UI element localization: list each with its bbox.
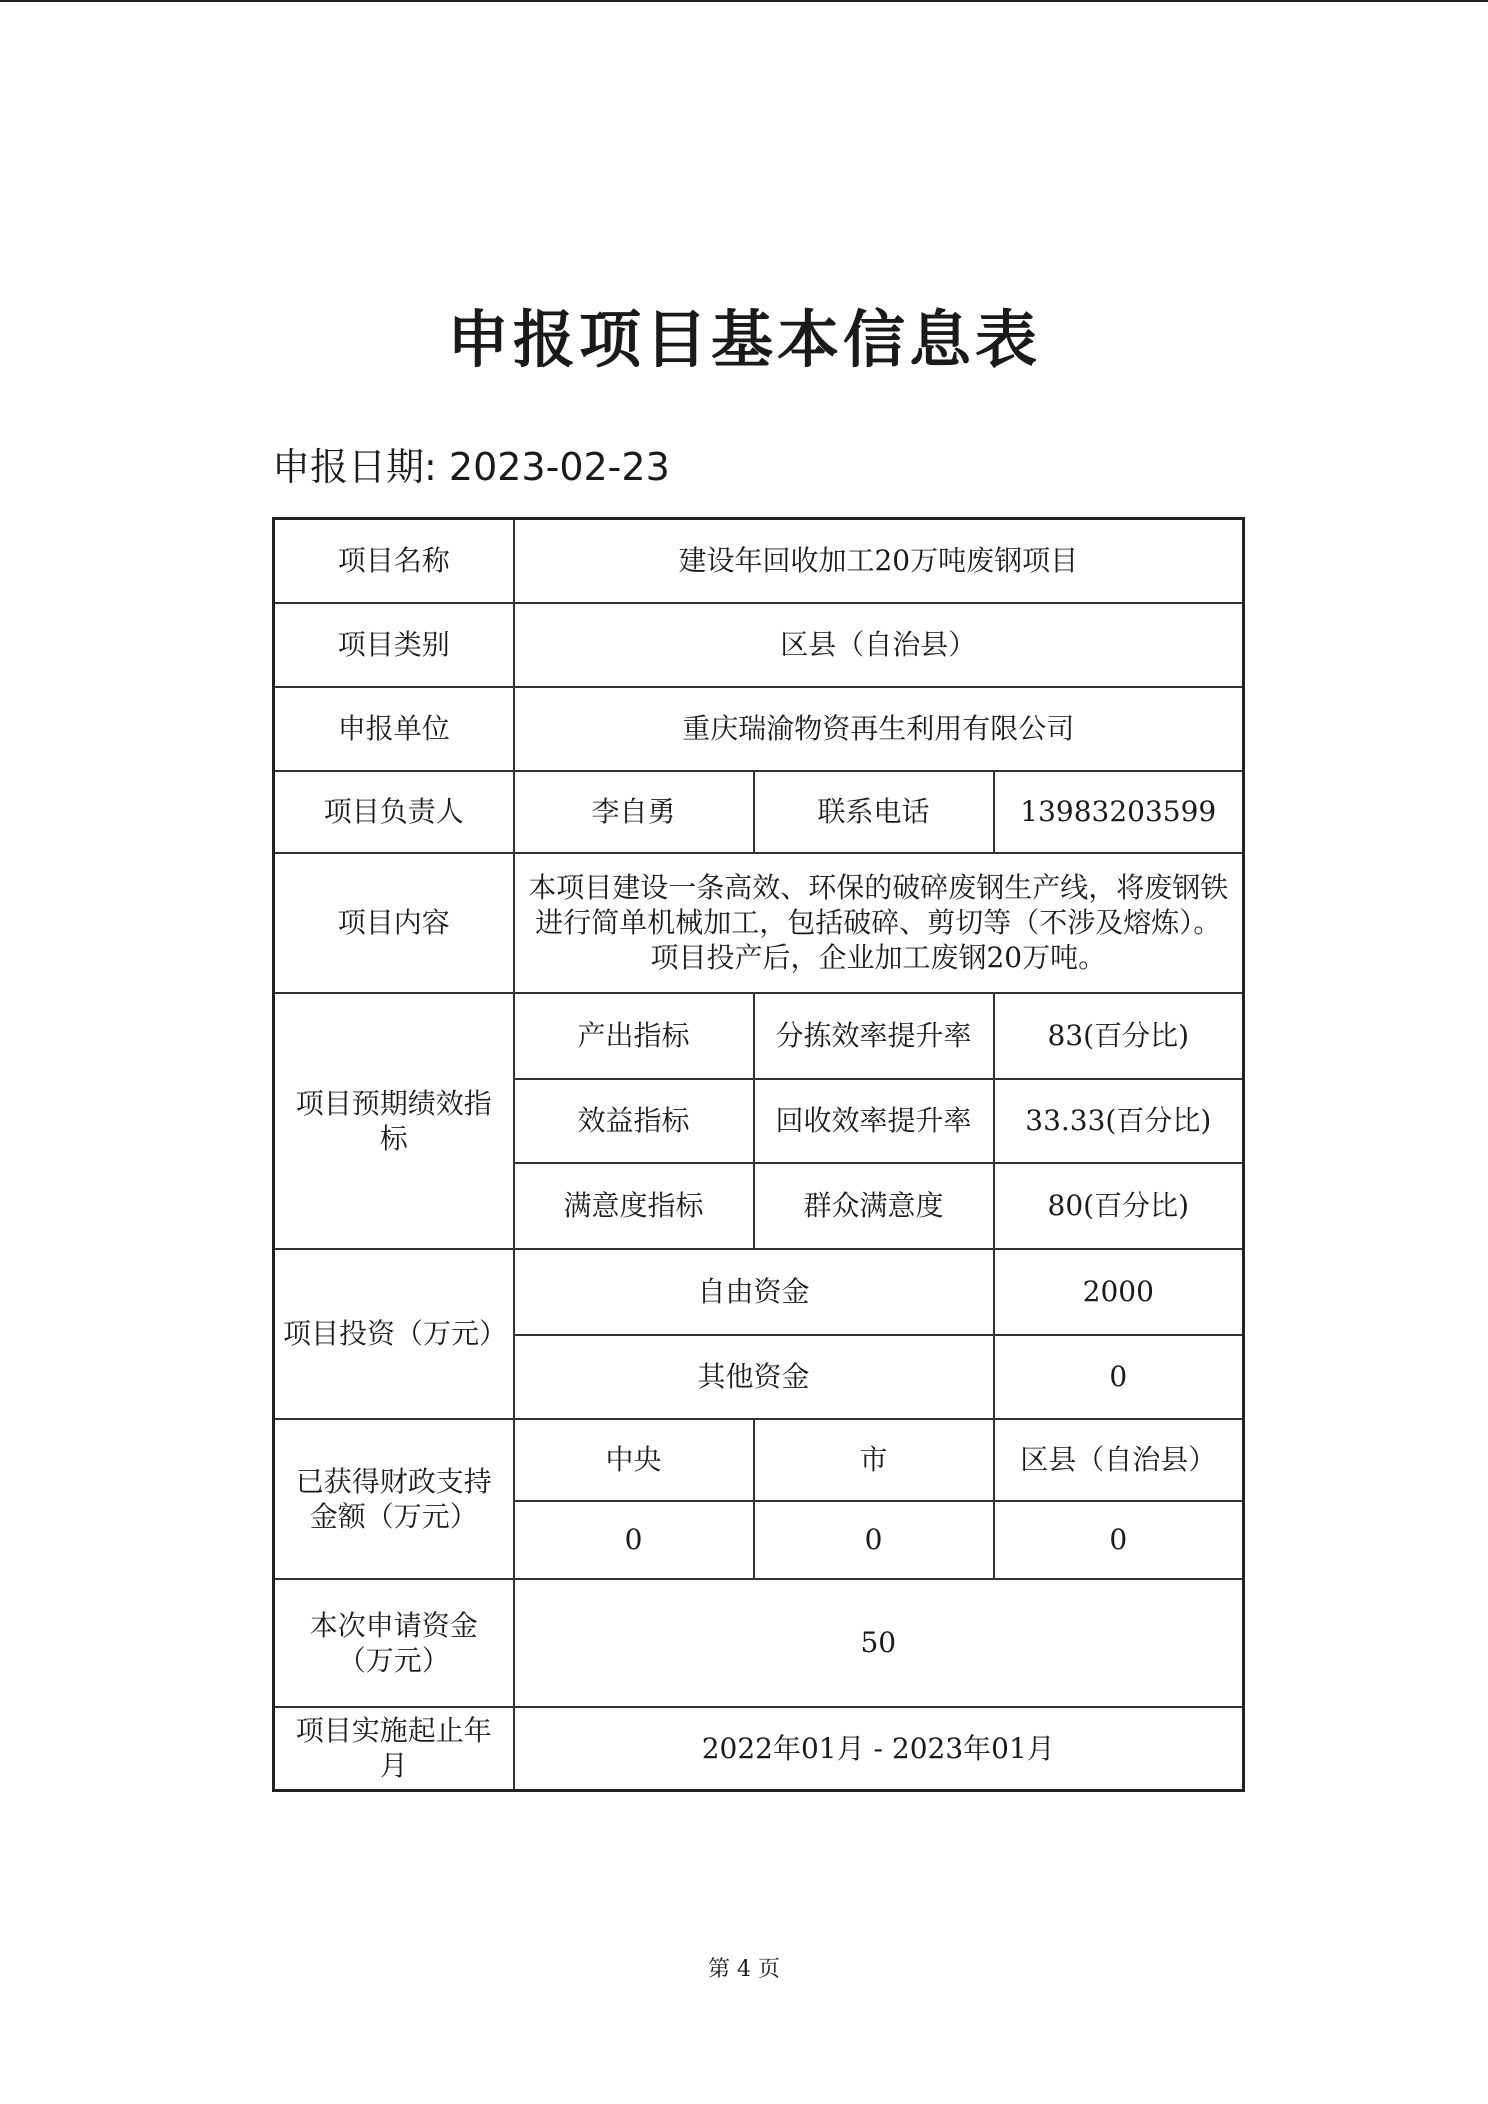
other-funds-value: 0 (994, 1335, 1244, 1419)
indicator-value: 83(百分比) (994, 993, 1244, 1079)
fiscal-support-label: 已获得财政支持金额（万元） (274, 1419, 514, 1579)
support-county-value: 0 (994, 1501, 1244, 1579)
project-leader-label: 项目负责人 (274, 771, 514, 853)
report-date-value: 2023-02-23 (448, 445, 670, 489)
table-row (274, 687, 1244, 771)
table-row (274, 1419, 1244, 1501)
project-content-value: 本项目建设一条高效、环保的破碎废钢生产线，将废钢铁进行简单机械加工，包括破碎、剪切等（不涉及熔炼）。项目投产后，企业加工废钢20万吨。 (514, 853, 1244, 993)
investment-label: 项目投资（万元） (274, 1249, 514, 1419)
table-row (274, 519, 1244, 603)
table-row (274, 1249, 1244, 1335)
report-date-label: 申报日期: (272, 445, 437, 489)
project-category-label: 项目类别 (274, 603, 514, 687)
support-central-value: 0 (514, 1501, 754, 1579)
indicator-value: 80(百分比) (994, 1163, 1244, 1249)
own-funds-label: 自由资金 (514, 1249, 994, 1335)
contact-phone-label: 联系电话 (754, 771, 994, 853)
indicator-type: 产出指标 (514, 993, 754, 1079)
project-name-value: 建设年回收加工20万吨废钢项目 (514, 519, 1244, 603)
table-row (274, 771, 1244, 853)
page-number: 第 4 页 (708, 1957, 780, 1982)
support-county-label: 区县（自治县） (994, 1419, 1244, 1501)
period-value: 2022年01月 - 2023年01月 (514, 1707, 1244, 1791)
indicator-name: 群众满意度 (754, 1163, 994, 1249)
support-city-value: 0 (754, 1501, 994, 1579)
project-name-label: 项目名称 (274, 519, 514, 603)
table-row (274, 993, 1244, 1079)
period-label: 项目实施起止年月 (274, 1707, 514, 1791)
report-date (272, 436, 670, 491)
table-row (274, 1579, 1244, 1707)
table-row (274, 603, 1244, 687)
contact-phone-value: 13983203599 (994, 771, 1244, 853)
support-city-label: 市 (754, 1419, 994, 1501)
support-central-label: 中央 (514, 1419, 754, 1501)
applicant-unit-value: 重庆瑞渝物资再生利用有限公司 (514, 687, 1244, 771)
table-row (274, 853, 1244, 993)
project-info-table (272, 517, 1245, 1792)
apply-funds-label: 本次申请资金（万元） (274, 1579, 514, 1707)
own-funds-value: 2000 (994, 1249, 1244, 1335)
indicator-name: 回收效率提升率 (754, 1079, 994, 1163)
indicator-name: 分拣效率提升率 (754, 993, 994, 1079)
project-leader-value: 李自勇 (514, 771, 754, 853)
project-content-label: 项目内容 (274, 853, 514, 993)
indicator-type: 满意度指标 (514, 1163, 754, 1249)
table-row (274, 1707, 1244, 1791)
scan-edge (0, 0, 1488, 2)
page-title: 申报项目基本信息表 (446, 303, 1041, 376)
indicators-label: 项目预期绩效指标 (274, 993, 514, 1249)
apply-funds-value: 50 (514, 1579, 1244, 1707)
applicant-unit-label: 申报单位 (274, 687, 514, 771)
indicator-type: 效益指标 (514, 1079, 754, 1163)
other-funds-label: 其他资金 (514, 1335, 994, 1419)
project-category-value: 区县（自治县） (514, 603, 1244, 687)
indicator-value: 33.33(百分比) (994, 1079, 1244, 1163)
